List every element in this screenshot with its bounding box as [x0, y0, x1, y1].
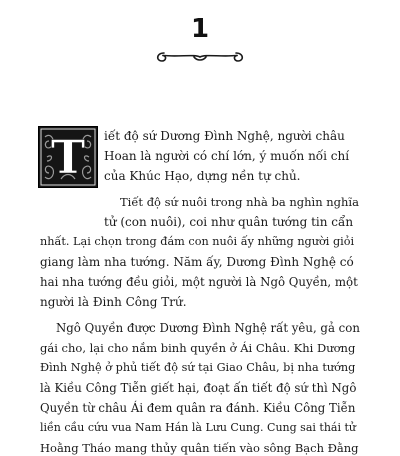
text-line: Đình Nghệ ở phủ tiết độ sứ tại Giao Châu, bị nha tướng — [40, 361, 356, 374]
text-line: là Kiều Công Tiễn giết hại, đoạt ấn tiết độ sứ thì Ngô — [40, 381, 357, 395]
text-line: gái cho, lại cho nắm binh quyền ở Ái Châu. Khi Dương — [40, 341, 356, 355]
text-line: Tiết độ sứ nuôi trong nhà ba nghìn nghĩa — [120, 195, 359, 209]
text-line: người là Đinh Công Trứ. — [40, 295, 187, 309]
text-line: Ngô Quyền được Dương Đình Nghệ rất yêu, gả con — [56, 321, 360, 335]
drop-cap-letter: T — [50, 130, 86, 184]
drop-cap — [38, 126, 98, 188]
text-line: hai nha tướng đều giỏi, một người là Ngô Quyền, một — [40, 275, 358, 289]
text-line: giang làm nha tướng. Năm ấy, Dương Đình Nghệ có — [40, 255, 354, 269]
drop-cap-ornament-icon — [39, 127, 97, 187]
text-line: Quyền từ châu Ái đem quân ra đánh. Kiều Công Tiễn — [40, 401, 356, 415]
text-line: Hoằng Tháo mang thủy quân tiến vào sông Bạch Đằng — [40, 441, 359, 455]
text-line: nhất. Lại chọn trong đám con nuôi ấy những người giỏi — [40, 235, 355, 248]
text-line: tử (con nuôi), coi như quân tướng tin cẩn — [104, 215, 354, 229]
text-line: iết độ sứ Dương Đình Nghệ, người châu — [104, 129, 345, 143]
text-line: của Khúc Hạo, dựng nền tự chủ. — [104, 169, 301, 183]
chapter-number: 1 — [190, 14, 210, 44]
text-line: liền cầu cứu vua Nam Hán là Lưu Cung. Cung sai thái tử — [40, 421, 356, 434]
chapter-ornament-icon — [150, 44, 250, 66]
text-line: Hoan là người có chí lớn, ý muốn nối chí — [104, 149, 350, 163]
